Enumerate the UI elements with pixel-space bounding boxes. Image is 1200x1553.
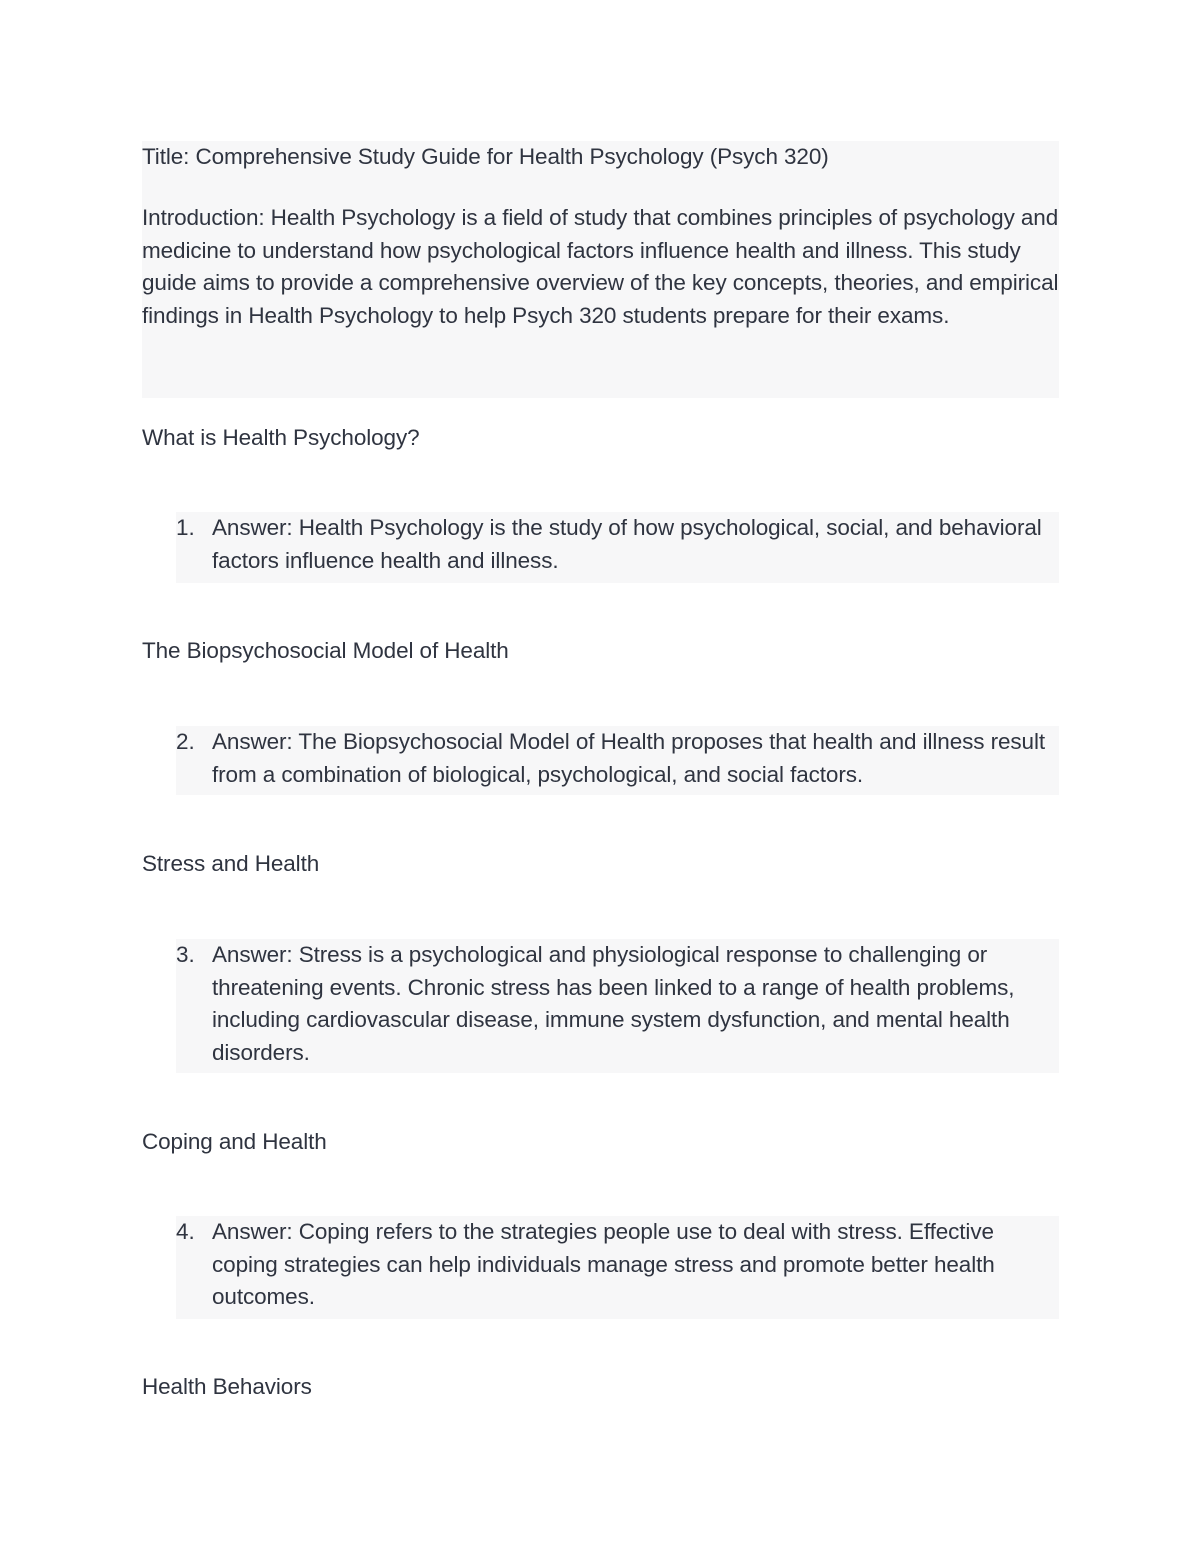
document-title: Title: Comprehensive Study Guide for Health Psychology (Psych 320) — [142, 144, 829, 169]
section-heading-stress-and-health: Stress and Health — [142, 851, 320, 876]
section-heading-biopsychosocial-model: The Biopsychosocial Model of Health — [142, 638, 509, 663]
section-heading-what-is-health-psychology: What is Health Psychology? — [142, 425, 420, 450]
list-number: 2. — [176, 729, 195, 754]
answer-text: Answer: Stress is a psychological and physiological response to challenging or threatening events. Chronic stress has been linked to a range of health problems, including cardiovascular disease, immune system dysfunction, and mental health disorders. — [212, 942, 1015, 1065]
introduction-paragraph: Introduction: Health Psychology is a field of study that combines principles of psychology and medicine to understand how psychological factors influence health and illness. This study guide aims to provide a comprehensive overview of the key concepts, theories, and empirical findings in Health Psychology to help Psych 320 students prepare for their exams. — [142, 205, 1059, 328]
answer-text: Answer: Coping refers to the strategies people use to deal with stress. Effective coping strategies can help individuals manage stress and promote better health outcomes. — [212, 1219, 995, 1310]
answer-block-1 — [176, 512, 1059, 583]
list-number: 4. — [176, 1219, 195, 1244]
section-heading-health-behaviors: Health Behaviors — [142, 1374, 312, 1399]
list-number: 3. — [176, 942, 195, 967]
answer-block-2 — [176, 726, 1059, 795]
answer-text: Answer: Health Psychology is the study of how psychological, social, and behavioral factors influence health and illness. — [212, 515, 1042, 573]
answer-block-3 — [176, 939, 1059, 1073]
answer-text: Answer: The Biopsychosocial Model of Health proposes that health and illness result from a combination of biological, psychological, and social factors. — [212, 729, 1046, 787]
list-number: 1. — [176, 515, 195, 540]
answer-block-4 — [176, 1216, 1059, 1319]
section-heading-coping-and-health: Coping and Health — [142, 1129, 327, 1154]
intro-block — [142, 141, 1059, 398]
